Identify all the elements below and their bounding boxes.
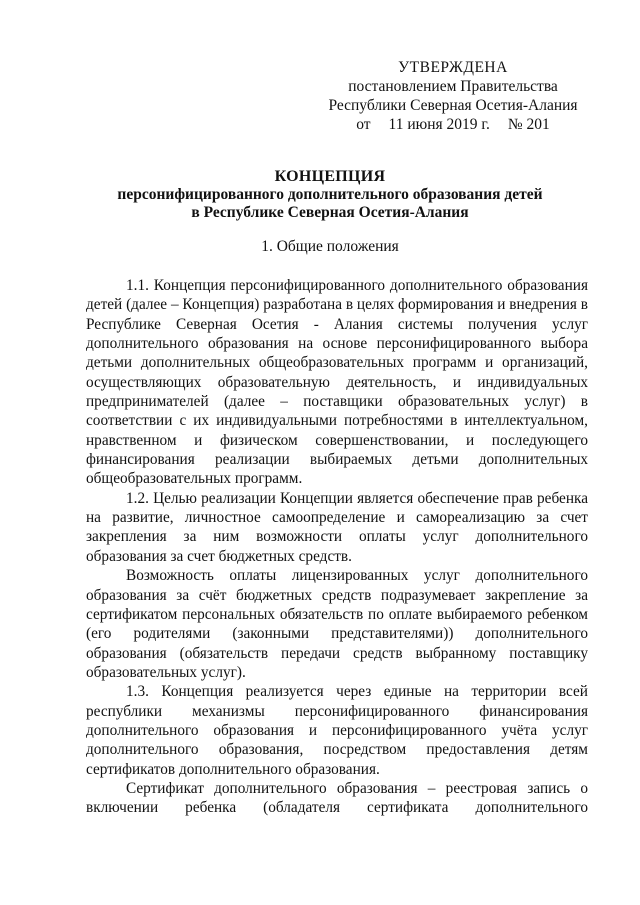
title-subtitle-2: в Республике Северная Осетия-Алания bbox=[191, 204, 469, 221]
approval-line-1: постановлением Правительства bbox=[348, 78, 558, 95]
approval-date: 11 июня 2019 г. bbox=[388, 116, 490, 133]
paragraph-certificate: Сертификат дополнительного образования – реестровая запись о включении ребенка (обладателя сертификата дополнительного bbox=[86, 779, 588, 817]
approval-heading: УТВЕРЖДЕНА bbox=[398, 59, 508, 76]
approval-line-2: Республики Северная Осетия-Алания bbox=[328, 97, 578, 114]
approval-stamp bbox=[318, 58, 588, 134]
approval-date-prefix: от bbox=[356, 116, 371, 133]
title-subtitle-1: персонифицированного дополнительного образования детей bbox=[117, 186, 543, 203]
paragraph-possibility: Возможность оплаты лицензированных услуг дополнительного образования за счёт бюджетных средств подразумевает закрепление за сертификатом персональных обязательств по оплате выбираемого ребенком (его родителями (законными представителями)) дополнительного образования (обязательств передачи средств выбранному поставщику образовательных услуг). bbox=[86, 567, 588, 681]
paragraph-1-3: 1.3. Концепция реализуется через единые на территории всей республики механизмы персонифицированного финансирования дополнительного образования и персонифицированного учёта услуг дополнительного образования, посредством предоставления детям сертификатов дополнительного образования. bbox=[86, 683, 588, 778]
approval-number: № 201 bbox=[507, 116, 550, 133]
paragraph-1-2: 1.2. Целью реализации Концепции является обеспечение прав ребенка на развитие, личностное самоопределение и самореализацию за счет закрепления за ним возможности оплаты услуг дополнительного образования за счет бюджетных средств. bbox=[86, 489, 588, 565]
document-title bbox=[70, 168, 590, 222]
title-main: КОНЦЕПЦИЯ bbox=[274, 168, 386, 185]
section-heading: 1. Общие положения bbox=[261, 238, 399, 255]
approval-date-line bbox=[318, 115, 588, 134]
paragraph-1-1: 1.1. Концепция персонифицированного дополнительного образования детей (далее – Концепция) разработана в целях формирования и внедрения в Республике Северная Осетия - Алания системы получения услуг дополнительного образования на основе персонифицированного выбора детьми дополнительных общеобразовательных программ и организаций, осуществляющих образовательную деятельность, и индивидуальных предпринимателей (далее – поставщики образовательных услуг) в соответствии с их индивидуальными потребностями в интеллектуальном, нравственном и физическом совершенствовании, и последующего финансирования реализации выбираемых детьми дополнительных общеобразовательных программ. bbox=[86, 277, 588, 488]
document-body bbox=[86, 276, 588, 818]
